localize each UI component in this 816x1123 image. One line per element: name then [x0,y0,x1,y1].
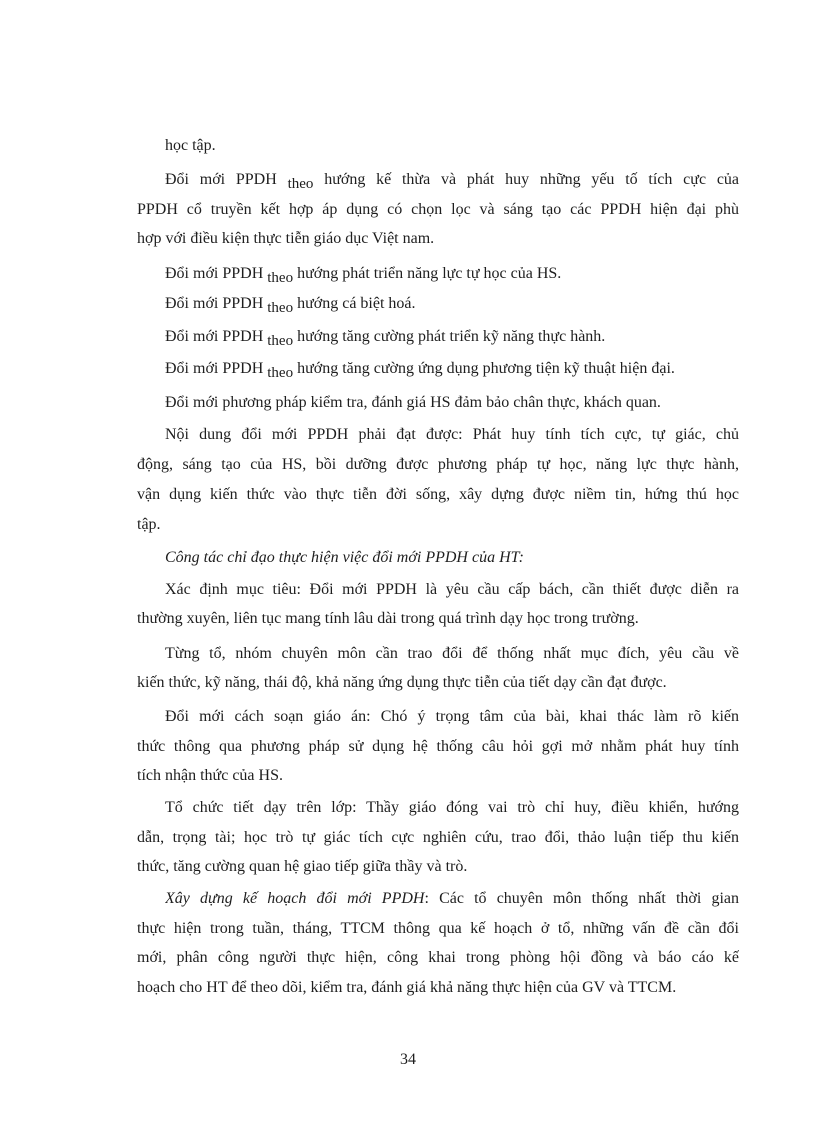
section-heading: Công tác chỉ đạo thực hiện việc đổi mới PPDH của HT: [165,549,524,566]
text-line [165,327,739,347]
text-line: tập. [137,516,161,533]
text-line [165,359,739,379]
subscript-theo: theo [267,300,294,316]
subscript-theo: theo [267,270,294,286]
text-run: hướng cá biệt hoá. [297,295,416,312]
text-line: động, sáng tạo của HS, bồi dưỡng được phương pháp tự học, năng lực thực hành, [137,456,739,473]
text-line: hợp với điều kiện thực tiễn giáo dục Việt nam. [137,230,435,247]
text-line: Nội dung đổi mới PPDH phải đạt được: Phát huy tính tích cực, tự giác, chủ [165,426,739,443]
text-line: Tổ chức tiết dạy trên lớp: Thầy giáo đóng vai trò chỉ huy, điều khiển, hướng [165,799,739,816]
text-line: thường xuyên, liên tục mang tính lâu dài trong quá trình dạy học trong trường. [137,610,639,627]
text-line [165,889,739,909]
text-line: hoạch cho HT để theo dõi, kiểm tra, đánh giá khả năng thực hiện của GV và TTCM. [137,979,677,996]
page-number: 34 [400,1051,416,1068]
text-line [165,294,739,314]
text-run: Đổi mới PPDH [165,295,264,312]
text-line: tích nhận thức của HS. [137,767,283,784]
text-line: mới, phân công người thực hiện, công khai trong phòng hội đồng và báo cáo kế [137,949,739,966]
text-run: Đổi mới PPDH [165,328,264,345]
text-run: Đổi mới PPDH [165,171,277,188]
text-line: PPDH cổ truyền kết hợp áp dụng có chọn lọc và sáng tạo các PPDH hiện đại phù [137,201,739,218]
section-heading-inline: Xây dựng kế hoạch đổi mới PPDH [165,890,425,907]
text-line: Từng tổ, nhóm chuyên môn cần trao đổi để thống nhất mục đích, yêu cầu về [165,645,739,662]
text-run: hướng tăng cường ứng dụng phương tiện kỹ thuật hiện đại. [297,360,675,377]
text-run: hướng tăng cường phát triển kỹ năng thực hành. [297,328,606,345]
text-line: Đổi mới cách soạn giáo án: Chó ý trọng tâm của bài, khai thác làm rõ kiến [165,708,739,725]
text-run: : Các tổ chuyên môn thống nhất thời gian [424,890,739,907]
text-run: Đổi mới PPDH [165,360,264,377]
subscript-theo: theo [267,333,294,349]
text-line: dẫn, trọng tài; học trò tự giác tích cực nghiên cứu, trao đổi, thảo luận tiếp thu kiến [137,829,739,846]
text-line: thức thông qua phương pháp sử dụng hệ thống câu hỏi gợi mở nhằm phát huy tính [137,738,739,755]
text-line [165,170,739,190]
text-run: hướng kế thừa và phát huy những yếu tố tích cực của [324,171,739,188]
text-run: hướng phát triển năng lực tự học của HS. [297,265,562,282]
subscript-theo: theo [267,365,294,381]
text-line: thực hiện trong tuần, tháng, TTCM thông qua kế hoạch ở tổ, những vấn đề cần đổi [137,920,739,937]
text-run: Đổi mới PPDH [165,265,264,282]
subscript-theo: theo [287,176,314,190]
text-line: thức, tăng cường quan hệ giao tiếp giữa thầy và trò. [137,858,468,875]
text-line: Đổi mới phương pháp kiểm tra, đánh giá HS đảm bảo chân thực, khách quan. [165,394,661,411]
text-line [165,264,739,284]
text-line: vận dụng kiến thức vào thực tiễn đời sống, xây dựng được niềm tin, hứng thú học [137,486,739,503]
text-line: kiến thức, kỹ năng, thái độ, khả năng ứng dụng thực tiễn của tiết dạy cần đạt được. [137,674,667,691]
text-line: Xác định mục tiêu: Đổi mới PPDH là yêu cầu cấp bách, cần thiết được diễn ra [165,581,739,598]
text-line: học tập. [165,137,216,154]
